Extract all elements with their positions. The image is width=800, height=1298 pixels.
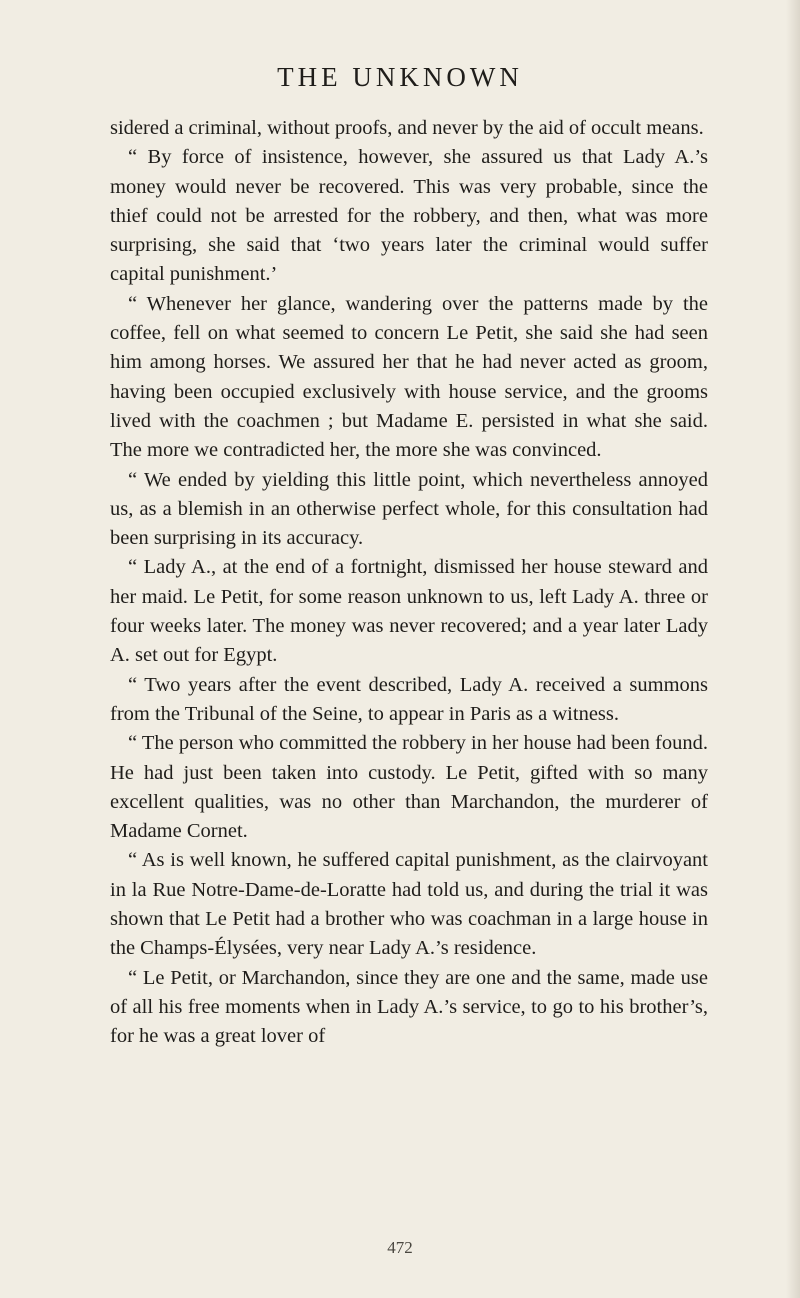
paragraph: “ By force of insistence, however, she assured us that Lady A.’s money would never be recovered. This was very probable, since the thief could not be arrested for the robbery, and then, what was more surprising, she said that ‘two years later the criminal would suffer capital punishment.’ — [110, 146, 708, 286]
paragraph: “ The person who committed the robbery in her house had been found. He had just been taken into custody. Le Petit, gifted with so many excellent qualities, was no other than Marchandon, the murderer of Madame Cornet. — [110, 732, 708, 843]
paragraph: “ Le Petit, or Marchandon, since they are one and the same, made use of all his free moments when in Lady A.’s service, to go to his brother’s, for he was a great lover of — [110, 966, 708, 1048]
page-number: 472 — [387, 1238, 413, 1257]
paragraph: “ We ended by yielding this little point, which nevertheless annoyed us, as a blemish in an otherwise perfect whole, for this consultation had been surprising in its accuracy. — [110, 468, 708, 550]
body-text — [110, 114, 708, 1052]
paragraph: “ Whenever her glance, wandering over the patterns made by the coffee, fell on what seemed to concern Le Petit, she said she had seen him among horses. We assured her that he had never acted as groom, having been occupied exclusively with house service, and the grooms lived with the coachmen ; but Madame E. persisted in what she said. The more we contradicted her, the more she was convinced. — [110, 292, 708, 462]
running-head: THE UNKNOWN — [277, 62, 523, 92]
paragraph: “ Lady A., at the end of a fortnight, dismissed her house steward and her maid. Le Petit, for some reason unknown to us, left Lady A. three or four weeks later. The money was never recovered; and a year later Lady A. set out for Egypt. — [110, 556, 708, 667]
paragraph: “ As is well known, he suffered capital punishment, as the clairvoyant in la Rue Notre-Dame-de-Loratte had told us, and during the trial it was shown that Le Petit had a brother who was coachman in a large house in the Champs-Élysées, very near Lady A.’s residence. — [110, 849, 708, 960]
paragraph: sidered a criminal, without proofs, and never by the aid of occult means. — [110, 117, 704, 139]
paragraph: “ Two years after the event described, Lady A. received a summons from the Tribunal of the Seine, to appear in Paris as a witness. — [110, 673, 708, 725]
page-edge-shadow — [786, 0, 800, 1298]
